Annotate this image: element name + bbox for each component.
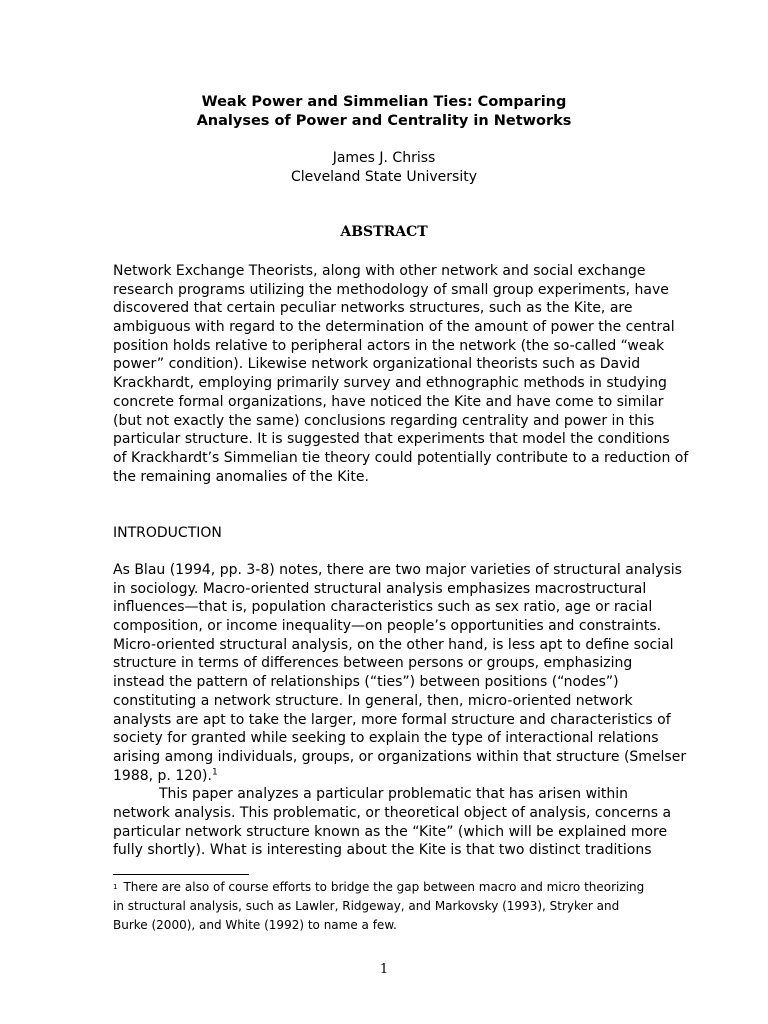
abstract-line: power” condition). Likewise network organizational theorists such as David xyxy=(113,356,641,373)
body-line: arising among individuals, groups, or organizations within that structure (Smelser xyxy=(113,748,687,765)
abstract-line: Network Exchange Theorists, along with other network and social exchange xyxy=(113,263,646,279)
body-line-with-footnote xyxy=(113,767,658,786)
body-line: fully shortly). What is interesting about the Kite is that two distinct traditions xyxy=(113,842,652,859)
body-line: constituting a network structure. In general, then, micro-oriented network xyxy=(113,692,633,709)
abstract-body xyxy=(113,262,689,486)
paper-title-line-1: Weak Power and Simmelian Ties: Comparing xyxy=(201,94,567,110)
abstract-line: particular structure. It is suggested that experiments that model the conditions xyxy=(113,431,670,448)
abstract-line: position holds relative to peripheral actors in the network (the so-called “weak xyxy=(113,337,665,354)
body-line-text: 1988, p. 120). xyxy=(113,767,212,784)
introduction-body xyxy=(113,561,687,860)
abstract-line: ambiguous with regard to the determination of the amount of power the central xyxy=(113,319,675,336)
paper-title-line-2: Analyses of Power and Centrality in Networks xyxy=(196,113,572,129)
body-line: This paper analyzes a particular problematic that has arisen within xyxy=(159,786,629,803)
body-line: particular network structure known as the “Kite” (which will be explained more xyxy=(113,823,668,840)
body-line: influences—that is, population characteristics such as sex ratio, age or racial xyxy=(113,599,653,616)
body-line: As Blau (1994, pp. 3-8) notes, there are two major varieties of structural analysis xyxy=(113,562,682,578)
abstract-line: concrete formal organizations, have noticed the Kite and have come to similar xyxy=(113,393,664,410)
page-number: 1 xyxy=(379,962,389,977)
body-line: society for granted while seeking to explain the type of interactional relations xyxy=(113,730,659,747)
author-name: James J. Chriss xyxy=(332,150,436,166)
abstract-heading: ABSTRACT xyxy=(340,224,428,240)
body-line: network analysis. This problematic, or theoretical object of analysis, concerns a xyxy=(113,804,672,821)
abstract-line: the remaining anomalies of the Kite. xyxy=(113,468,369,485)
introduction-heading: INTRODUCTION xyxy=(113,525,222,541)
body-line: analysts are apt to take the larger, more formal structure and characteristics of xyxy=(113,711,671,728)
abstract-line: discovered that certain peculiar networks structures, such as the Kite, are xyxy=(113,300,633,317)
abstract-line: research programs utilizing the methodology of small group experiments, have xyxy=(113,281,669,298)
footnote-line-with-mark xyxy=(113,878,658,897)
footnote-line: Burke (2000), and White (1992) to name a few. xyxy=(113,918,397,932)
footnote-separator xyxy=(113,874,249,875)
body-line: composition, or income inequality—on people’s opportunities and constraints. xyxy=(113,618,662,635)
footnote-text: There are also of course efforts to bridge the gap between macro and micro theorizing xyxy=(123,880,645,894)
footnote-reference[interactable]: 1 xyxy=(211,766,218,777)
abstract-line: Krackhardt, employing primarily survey and ethnographic methods in studying xyxy=(113,375,667,392)
footnote-mark: 1 xyxy=(113,883,118,891)
body-line: instead the pattern of relationships (“ties”) between positions (“nodes”) xyxy=(113,674,619,691)
abstract-line: (but not exactly the same) conclusions regarding centrality and power in this xyxy=(113,412,655,429)
abstract-line: of Krackhardt’s Simmelian tie theory could potentially contribute to a reduction of xyxy=(113,449,689,466)
footnote xyxy=(113,878,658,935)
body-line: Micro-oriented structural analysis, on the other hand, is less apt to define social xyxy=(113,636,674,653)
body-line: in sociology. Macro-oriented structural analysis emphasizes macrostructural xyxy=(113,580,647,597)
body-line: structure in terms of differences between persons or groups, emphasizing xyxy=(113,655,633,672)
author-affiliation: Cleveland State University xyxy=(291,169,477,185)
footnote-line: in structural analysis, such as Lawler, Ridgeway, and Markovsky (1993), Stryker and xyxy=(113,899,620,913)
